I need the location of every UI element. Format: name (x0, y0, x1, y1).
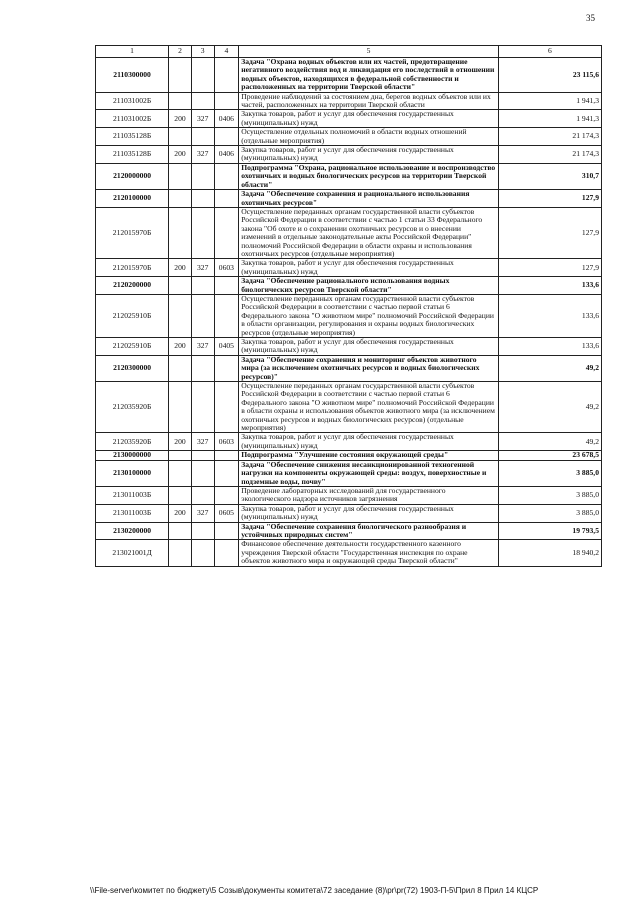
cell-description: Закупка товаров, работ и услуг для обеспечения государственных (муниципальных) нужд (239, 259, 499, 277)
cell-amount: 49,2 (498, 355, 601, 381)
cell-code: 213021001Д (96, 540, 169, 566)
cell-code: 212015970Б (96, 207, 169, 258)
cell-col2 (169, 486, 192, 504)
table-row (96, 277, 602, 295)
cell-code: 212035920Б (96, 433, 169, 451)
cell-amount: 127,9 (498, 207, 601, 258)
cell-amount: 3 885,0 (498, 504, 601, 522)
table-row (96, 382, 602, 433)
cell-col4: 0603 (214, 259, 239, 277)
cell-col3 (191, 382, 214, 433)
header-col-5: 5 (239, 46, 499, 58)
cell-description: Закупка товаров, работ и услуг для обеспечения государственных (муниципальных) нужд (239, 338, 499, 356)
cell-col3 (191, 451, 214, 460)
cell-col3: 327 (191, 433, 214, 451)
cell-col4: 0405 (214, 338, 239, 356)
cell-col3 (191, 277, 214, 295)
cell-code: 2110300000 (96, 58, 169, 93)
cell-amount: 21 174,3 (498, 146, 601, 164)
cell-amount: 23 115,6 (498, 58, 601, 93)
header-col-3: 3 (191, 46, 214, 58)
cell-col2 (169, 382, 192, 433)
table-row (96, 58, 602, 93)
cell-description: Подпрограмма "Охрана, рациональное использование и воспроизводство охотничьих и водных биологических ресурсов на территории Тверской области" (239, 163, 499, 189)
cell-col4 (214, 190, 239, 208)
cell-code: 213011003Б (96, 504, 169, 522)
cell-col4 (214, 486, 239, 504)
table-row (96, 433, 602, 451)
table-row (96, 110, 602, 128)
cell-col3 (191, 92, 214, 110)
cell-col2 (169, 128, 192, 146)
header-col-6: 6 (498, 46, 601, 58)
table-body (96, 58, 602, 567)
cell-code: 2120100000 (96, 190, 169, 208)
cell-code: 2120300000 (96, 355, 169, 381)
cell-col3 (191, 294, 214, 337)
cell-col4 (214, 522, 239, 540)
cell-col3 (191, 460, 214, 486)
cell-code: 212025910Б (96, 338, 169, 356)
cell-col2: 200 (169, 259, 192, 277)
table-row (96, 460, 602, 486)
cell-code: 212015970Б (96, 259, 169, 277)
cell-col2 (169, 540, 192, 566)
cell-amount: 127,9 (498, 190, 601, 208)
cell-code: 211035128Б (96, 128, 169, 146)
cell-amount: 21 174,3 (498, 128, 601, 146)
cell-col2: 200 (169, 338, 192, 356)
cell-col4 (214, 460, 239, 486)
cell-description: Проведение лабораторных исследований для государственного экологического надзора источников загрязнения (239, 486, 499, 504)
cell-col2 (169, 294, 192, 337)
table-row (96, 486, 602, 504)
cell-code: 2120200000 (96, 277, 169, 295)
cell-col4 (214, 163, 239, 189)
table-row (96, 338, 602, 356)
cell-col4 (214, 58, 239, 93)
cell-code: 213011003Б (96, 486, 169, 504)
cell-col4 (214, 277, 239, 295)
cell-col3 (191, 486, 214, 504)
table-row (96, 190, 602, 208)
cell-description: Задача "Обеспечение сохранения биологического разнообразия и устойчивых природных систем" (239, 522, 499, 540)
budget-table (95, 45, 602, 567)
cell-amount: 19 793,5 (498, 522, 601, 540)
page-number: 35 (586, 13, 595, 23)
header-col-2: 2 (169, 46, 192, 58)
cell-col2: 200 (169, 504, 192, 522)
table-row (96, 504, 602, 522)
cell-col3 (191, 540, 214, 566)
cell-col4: 0605 (214, 504, 239, 522)
cell-amount: 127,9 (498, 259, 601, 277)
cell-col2: 200 (169, 433, 192, 451)
cell-col2 (169, 451, 192, 460)
cell-amount: 133,6 (498, 294, 601, 337)
table-row (96, 540, 602, 566)
cell-col2 (169, 92, 192, 110)
header-col-4: 4 (214, 46, 239, 58)
cell-col2 (169, 522, 192, 540)
table-row (96, 259, 602, 277)
cell-col3 (191, 163, 214, 189)
cell-col3: 327 (191, 110, 214, 128)
file-path-footer: \\File-server\комитет по бюджету\5 Созыв\документы комитета\72 заседание (8)\pr\pr(72) 1903-П-5\Прил 8 Прил 14 КЦСР (90, 886, 539, 895)
cell-col3: 327 (191, 338, 214, 356)
cell-description: Закупка товаров, работ и услуг для обеспечения государственных (муниципальных) нужд (239, 433, 499, 451)
table-row (96, 128, 602, 146)
cell-description: Подпрограмма "Улучшение состояния окружающей среды" (239, 451, 499, 460)
cell-col2 (169, 355, 192, 381)
cell-description: Осуществление переданных органам государственной власти субъектов Российской Федерации в соответствии с частью первой статьи 6 Федерального закона "О животном мире" полномочий Российской Федерации в области охраны и использования объектов животного мира (за исключением охотничьих ресурсов и водных биологических ресурсов) (отдельные мероприятия) (239, 382, 499, 433)
cell-col3: 327 (191, 504, 214, 522)
cell-description: Задача "Обеспечение снижения несанкционированной техногенной нагрузки на компоненты окружающей среды: воздух, поверхностные и подземные воды, почву" (239, 460, 499, 486)
cell-col4: 0406 (214, 110, 239, 128)
cell-col2 (169, 277, 192, 295)
cell-col4: 0406 (214, 146, 239, 164)
cell-code: 2120000000 (96, 163, 169, 189)
table-row (96, 92, 602, 110)
cell-description: Закупка товаров, работ и услуг для обеспечения государственных (муниципальных) нужд (239, 504, 499, 522)
header-col-1: 1 (96, 46, 169, 58)
cell-col2 (169, 163, 192, 189)
cell-amount: 1 941,3 (498, 92, 601, 110)
table-row (96, 207, 602, 258)
cell-amount: 310,7 (498, 163, 601, 189)
cell-col3 (191, 128, 214, 146)
cell-description: Осуществление переданных органам государственной власти субъектов Российской Федерации в соответствии с частью первой статьи 6 Федерального закона "О животном мире" полномочий Российской Федерации в области организации, регулирования и охраны водных биологических ресурсов (отдельные мероприятия) (239, 294, 499, 337)
table-row (96, 355, 602, 381)
table-row (96, 163, 602, 189)
cell-amount: 49,2 (498, 382, 601, 433)
cell-col4 (214, 540, 239, 566)
cell-description: Проведение наблюдений за состоянием дна, берегов водных объектов или их частей, расположенных на территории Тверской области (239, 92, 499, 110)
cell-description: Задача "Обеспечение сохранения и мониторинг объектов животного мира (за исключением охотничьих ресурсов и водных биологических ресурсов)" (239, 355, 499, 381)
cell-amount: 3 885,0 (498, 486, 601, 504)
cell-col2 (169, 460, 192, 486)
cell-amount: 133,6 (498, 338, 601, 356)
cell-col4 (214, 294, 239, 337)
cell-amount: 23 678,5 (498, 451, 601, 460)
cell-amount: 18 940,2 (498, 540, 601, 566)
cell-col3 (191, 355, 214, 381)
cell-col2 (169, 190, 192, 208)
cell-code: 211035128Б (96, 146, 169, 164)
cell-description: Закупка товаров, работ и услуг для обеспечения государственных (муниципальных) нужд (239, 146, 499, 164)
cell-amount: 133,6 (498, 277, 601, 295)
cell-code: 211031002Б (96, 110, 169, 128)
cell-col2 (169, 58, 192, 93)
cell-amount: 1 941,3 (498, 110, 601, 128)
cell-col3 (191, 522, 214, 540)
cell-description: Осуществление отдельных полномочий в области водных отношений (отдельные мероприятия) (239, 128, 499, 146)
cell-description: Задача "Обеспечение рационального использования водных биологических ресурсов Тверской области" (239, 277, 499, 295)
cell-col2 (169, 207, 192, 258)
cell-col4 (214, 92, 239, 110)
cell-col2: 200 (169, 110, 192, 128)
cell-col3: 327 (191, 146, 214, 164)
cell-col4 (214, 207, 239, 258)
cell-col3 (191, 190, 214, 208)
cell-col4 (214, 382, 239, 433)
cell-code: 2130100000 (96, 460, 169, 486)
cell-code: 2130000000 (96, 451, 169, 460)
cell-col3 (191, 58, 214, 93)
cell-col3 (191, 207, 214, 258)
table-header-row (96, 46, 602, 58)
cell-col4 (214, 451, 239, 460)
cell-code: 211031002Б (96, 92, 169, 110)
cell-code: 212035920Б (96, 382, 169, 433)
cell-description: Осуществление переданных органам государственной власти субъектов Российской Федерации в соответствии с частью 1 статьи 33 Федерального закона "Об охоте и о сохранении охотничьих ресурсов и о внесении изменений в отдельные законодательные акты Российской Федерации" полномочий Российской Федерации в области охраны и использования охотничьих ресурсов (отдельные мероприятия) (239, 207, 499, 258)
cell-description: Закупка товаров, работ и услуг для обеспечения государственных (муниципальных) нужд (239, 110, 499, 128)
cell-col4 (214, 128, 239, 146)
cell-description: Финансовое обеспечение деятельности государственного казенного учреждения Тверской области "Государственная инспекция по охране объектов животного мира и окружающей среды Тверской области" (239, 540, 499, 566)
cell-amount: 3 885,0 (498, 460, 601, 486)
cell-description: Задача "Обеспечение сохранения и рационального использования охотничьих ресурсов" (239, 190, 499, 208)
table-row (96, 146, 602, 164)
table-row (96, 294, 602, 337)
cell-description: Задача "Охрана водных объектов или их частей, предотвращение негативного воздействия вод и ликвидация его последствий в отношении водных объектов, находящихся в федеральной собственности и расположенных на территории Тверской области" (239, 58, 499, 93)
cell-code: 2130200000 (96, 522, 169, 540)
cell-col4: 0603 (214, 433, 239, 451)
cell-col3: 327 (191, 259, 214, 277)
cell-code: 212025910Б (96, 294, 169, 337)
cell-col2: 200 (169, 146, 192, 164)
table-row (96, 451, 602, 460)
cell-amount: 49,2 (498, 433, 601, 451)
table-row (96, 522, 602, 540)
cell-col4 (214, 355, 239, 381)
